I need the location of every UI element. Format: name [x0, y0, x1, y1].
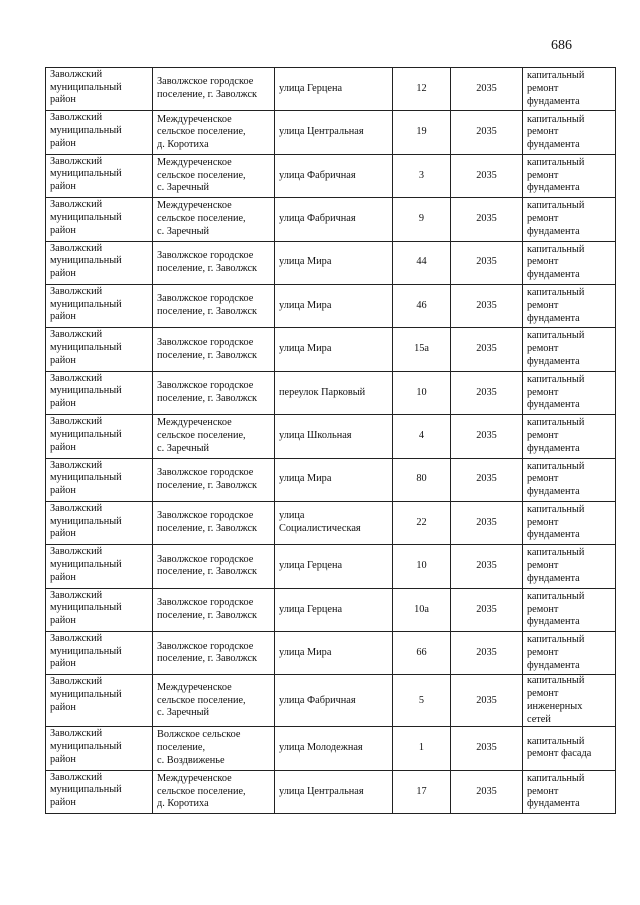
- work-type-text: ремонт: [527, 256, 559, 268]
- street-text: улица Мира: [279, 343, 332, 355]
- settlement-text: с. Заречный: [157, 442, 210, 454]
- table-row: [46, 458, 616, 501]
- work-type-cell: [523, 68, 616, 111]
- district-text: муниципальный: [50, 298, 122, 310]
- district-text: район: [50, 441, 76, 453]
- settlement-text: поселение, г. Заволжск: [157, 566, 258, 578]
- street-cell: [275, 241, 393, 284]
- settlement-text: Междуреченское: [157, 113, 232, 125]
- street-cell: [275, 545, 393, 588]
- work-type-cell: [523, 458, 616, 501]
- year-cell: 2035: [451, 68, 523, 111]
- house-number-cell: 17: [393, 770, 451, 813]
- work-type-text: ремонт: [527, 82, 559, 94]
- work-type-text: капитальный: [527, 735, 585, 747]
- work-type-text: капитальный: [527, 113, 585, 125]
- street-cell: [275, 727, 393, 770]
- house-number-cell: 22: [393, 501, 451, 544]
- house-number-cell: 46: [393, 284, 451, 327]
- settlement-cell: [153, 675, 275, 727]
- table-row: [46, 415, 616, 458]
- settlement-cell: [153, 727, 275, 770]
- table-row: [46, 588, 616, 631]
- district-text: район: [50, 797, 76, 809]
- work-type-text: ремонт: [527, 299, 559, 311]
- district-text: муниципальный: [50, 211, 122, 223]
- work-type-text: фундамента: [527, 355, 580, 367]
- street-cell: [275, 458, 393, 501]
- district-text: Заволжский: [50, 285, 103, 297]
- street-text: улица Центральная: [279, 126, 364, 138]
- work-type-cell: [523, 328, 616, 371]
- settlement-text: сельское поселение,: [157, 694, 246, 706]
- work-type-text: ремонт: [527, 560, 559, 572]
- district-text: Заволжский: [50, 69, 103, 80]
- district-text: Заволжский: [50, 589, 103, 601]
- work-type-text: капитальный: [527, 460, 585, 472]
- work-type-text: ремонт фасада: [527, 748, 592, 760]
- year-cell: 2035: [451, 198, 523, 241]
- work-type-text: инженерных: [527, 700, 583, 712]
- street-text: улица Мира: [279, 299, 332, 311]
- work-type-text: капитальный: [527, 634, 585, 646]
- work-type-text: фундамента: [527, 138, 580, 150]
- work-type-text: капитальный: [527, 504, 585, 516]
- district-text: район: [50, 753, 76, 765]
- district-cell: [46, 241, 153, 284]
- settlement-text: поселение,: [157, 742, 206, 754]
- page-number: 686: [551, 38, 572, 53]
- work-type-cell: [523, 415, 616, 458]
- work-type-text: ремонт: [527, 473, 559, 485]
- street-text: Социалистическая: [279, 523, 361, 535]
- work-type-text: капитальный: [527, 590, 585, 602]
- street-text: улица Мира: [279, 473, 332, 485]
- settlement-text: поселение, г. Заволжск: [157, 653, 258, 665]
- settlement-text: поселение, г. Заволжск: [157, 479, 258, 491]
- work-type-text: капитальный: [527, 373, 585, 385]
- work-type-text: фундамента: [527, 225, 580, 237]
- year-cell: 2035: [451, 415, 523, 458]
- district-cell: [46, 415, 153, 458]
- street-cell: [275, 198, 393, 241]
- district-text: район: [50, 571, 76, 583]
- year-cell: 2035: [451, 111, 523, 154]
- district-text: район: [50, 267, 76, 279]
- settlement-text: с. Заречный: [157, 182, 210, 194]
- district-text: район: [50, 701, 76, 713]
- district-text: муниципальный: [50, 740, 122, 752]
- house-number-cell: 15а: [393, 328, 451, 371]
- street-text: улица Фабричная: [279, 169, 356, 181]
- street-text: улица Мира: [279, 646, 332, 658]
- district-text: район: [50, 658, 76, 670]
- work-type-cell: [523, 284, 616, 327]
- settlement-text: д. Коротиха: [157, 798, 209, 810]
- house-number-cell: 19: [393, 111, 451, 154]
- settlement-text: поселение, г. Заволжск: [157, 523, 258, 535]
- table-row: [46, 154, 616, 197]
- work-type-cell: [523, 770, 616, 813]
- work-type-text: капитальный: [527, 287, 585, 299]
- district-text: муниципальный: [50, 602, 122, 614]
- work-type-cell: [523, 545, 616, 588]
- street-cell: [275, 328, 393, 371]
- settlement-text: Междуреченское: [157, 772, 232, 784]
- street-cell: [275, 501, 393, 544]
- table-row: [46, 371, 616, 414]
- district-text: Заволжский: [50, 771, 103, 783]
- settlement-cell: [153, 501, 275, 544]
- settlement-text: сельское поселение,: [157, 169, 246, 181]
- table-row: [46, 727, 616, 770]
- district-text: район: [50, 484, 76, 496]
- work-type-text: ремонт: [527, 688, 559, 700]
- settlement-text: поселение, г. Заволжск: [157, 262, 258, 274]
- settlement-cell: [153, 284, 275, 327]
- settlement-cell: [153, 68, 275, 111]
- street-cell: [275, 675, 393, 727]
- work-type-cell: [523, 371, 616, 414]
- settlement-text: Заволжское городское: [157, 336, 254, 348]
- work-type-text: ремонт: [527, 126, 559, 138]
- work-type-text: фундамента: [527, 442, 580, 454]
- district-cell: [46, 284, 153, 327]
- table-row: [46, 632, 616, 675]
- work-type-text: ремонт: [527, 343, 559, 355]
- settlement-cell: [153, 770, 275, 813]
- work-type-text: ремонт: [527, 429, 559, 441]
- settlement-text: сельское поселение,: [157, 213, 246, 225]
- work-type-text: ремонт: [527, 785, 559, 797]
- district-text: Заволжский: [50, 112, 103, 124]
- settlement-text: Заволжское городское: [157, 640, 254, 652]
- work-type-text: капитальный: [527, 243, 585, 255]
- district-cell: [46, 68, 153, 111]
- year-cell: 2035: [451, 770, 523, 813]
- settlement-cell: [153, 328, 275, 371]
- settlement-text: Заволжское городское: [157, 250, 254, 262]
- settlement-text: поселение, г. Заволжск: [157, 89, 258, 101]
- work-type-text: ремонт: [527, 646, 559, 658]
- street-text: улица Мира: [279, 256, 332, 268]
- year-cell: 2035: [451, 545, 523, 588]
- district-text: район: [50, 181, 76, 193]
- repair-table: [45, 67, 616, 814]
- street-cell: [275, 371, 393, 414]
- district-text: Заволжский: [50, 155, 103, 167]
- settlement-text: Заволжское городское: [157, 597, 254, 609]
- year-cell: 2035: [451, 675, 523, 727]
- year-cell: 2035: [451, 727, 523, 770]
- work-type-text: фундамента: [527, 486, 580, 498]
- settlement-text: с. Воздвиженье: [157, 754, 225, 766]
- district-cell: [46, 727, 153, 770]
- work-type-text: сетей: [527, 713, 551, 725]
- work-type-cell: [523, 588, 616, 631]
- settlement-text: Междуреченское: [157, 417, 232, 429]
- street-text: улица Фабричная: [279, 694, 356, 706]
- work-type-cell: [523, 675, 616, 727]
- settlement-cell: [153, 632, 275, 675]
- street-cell: [275, 588, 393, 631]
- year-cell: 2035: [451, 284, 523, 327]
- year-cell: 2035: [451, 371, 523, 414]
- settlement-text: поселение, г. Заволжск: [157, 609, 258, 621]
- district-text: Заволжский: [50, 502, 103, 514]
- house-number-cell: 1: [393, 727, 451, 770]
- work-type-text: фундамента: [527, 269, 580, 281]
- district-cell: [46, 675, 153, 727]
- settlement-cell: [153, 241, 275, 284]
- settlement-text: поселение, г. Заволжск: [157, 306, 258, 318]
- street-text: улица Герцена: [279, 82, 343, 94]
- work-type-text: фундамента: [527, 659, 580, 671]
- district-text: муниципальный: [50, 472, 122, 484]
- district-cell: [46, 501, 153, 544]
- district-text: Заволжский: [50, 242, 103, 254]
- district-text: район: [50, 398, 76, 410]
- settlement-text: с. Заречный: [157, 707, 210, 719]
- work-type-text: фундамента: [527, 616, 580, 628]
- settlement-text: Заволжское городское: [157, 380, 254, 392]
- district-text: Заволжский: [50, 633, 103, 645]
- settlement-cell: [153, 111, 275, 154]
- settlement-text: Междуреченское: [157, 156, 232, 168]
- work-type-text: капитальный: [527, 675, 585, 687]
- settlement-text: Волжское сельское: [157, 729, 241, 741]
- district-cell: [46, 770, 153, 813]
- district-text: Заволжский: [50, 329, 103, 341]
- table-body: [46, 68, 616, 814]
- work-type-text: ремонт: [527, 169, 559, 181]
- street-cell: [275, 111, 393, 154]
- district-cell: [46, 545, 153, 588]
- district-cell: [46, 458, 153, 501]
- settlement-text: д. Коротиха: [157, 138, 209, 150]
- settlement-cell: [153, 371, 275, 414]
- year-cell: 2035: [451, 632, 523, 675]
- street-text: улица Центральная: [279, 785, 364, 797]
- house-number-cell: 66: [393, 632, 451, 675]
- settlement-cell: [153, 154, 275, 197]
- settlement-text: Заволжское городское: [157, 467, 254, 478]
- district-text: район: [50, 224, 76, 236]
- house-number-cell: 10а: [393, 588, 451, 631]
- work-type-cell: [523, 632, 616, 675]
- work-type-cell: [523, 727, 616, 770]
- year-cell: 2035: [451, 458, 523, 501]
- table-row: [46, 770, 616, 813]
- district-text: район: [50, 528, 76, 540]
- street-cell: [275, 415, 393, 458]
- work-type-text: фундамента: [527, 182, 580, 194]
- house-number-cell: 10: [393, 545, 451, 588]
- district-cell: [46, 588, 153, 631]
- district-text: район: [50, 137, 76, 149]
- street-text: улица Молодежная: [279, 742, 363, 754]
- work-type-text: ремонт: [527, 386, 559, 398]
- district-text: Заволжский: [50, 199, 103, 211]
- settlement-text: Заволжское городское: [157, 553, 254, 565]
- settlement-cell: [153, 545, 275, 588]
- district-text: Заволжский: [50, 546, 103, 558]
- work-type-text: капитальный: [527, 70, 585, 82]
- settlement-text: Заволжское городское: [157, 76, 254, 88]
- district-text: Заволжский: [50, 372, 103, 384]
- year-cell: 2035: [451, 328, 523, 371]
- work-type-text: ремонт: [527, 516, 559, 528]
- settlement-text: Междуреченское: [157, 200, 232, 212]
- district-text: муниципальный: [50, 81, 122, 93]
- work-type-cell: [523, 198, 616, 241]
- work-type-text: капитальный: [527, 330, 585, 342]
- street-text: улица Герцена: [279, 560, 343, 572]
- district-text: муниципальный: [50, 515, 122, 527]
- district-text: Заволжский: [50, 459, 103, 471]
- work-type-cell: [523, 111, 616, 154]
- table-row: [46, 284, 616, 327]
- table-row: [46, 501, 616, 544]
- district-text: муниципальный: [50, 385, 122, 397]
- street-text: улица: [279, 510, 305, 522]
- district-text: муниципальный: [50, 784, 122, 796]
- district-text: район: [50, 615, 76, 627]
- work-type-text: фундамента: [527, 572, 580, 584]
- settlement-text: Заволжское городское: [157, 510, 254, 522]
- district-text: район: [50, 354, 76, 366]
- district-text: район: [50, 94, 76, 106]
- street-text: улица Школьная: [279, 429, 352, 441]
- district-text: Заволжский: [50, 728, 103, 740]
- house-number-cell: 10: [393, 371, 451, 414]
- district-cell: [46, 111, 153, 154]
- settlement-text: Междуреченское: [157, 681, 232, 693]
- work-type-cell: [523, 154, 616, 197]
- settlement-text: поселение, г. Заволжск: [157, 349, 258, 361]
- district-text: муниципальный: [50, 168, 122, 180]
- district-text: муниципальный: [50, 689, 122, 701]
- settlement-cell: [153, 415, 275, 458]
- district-cell: [46, 154, 153, 197]
- table-row: [46, 198, 616, 241]
- district-text: муниципальный: [50, 645, 122, 657]
- work-type-text: ремонт: [527, 603, 559, 615]
- street-text: переулок Парковый: [279, 386, 366, 398]
- work-type-text: фундамента: [527, 95, 580, 107]
- work-type-cell: [523, 241, 616, 284]
- work-type-text: капитальный: [527, 772, 585, 784]
- district-cell: [46, 198, 153, 241]
- house-number-cell: 80: [393, 458, 451, 501]
- settlement-text: сельское поселение,: [157, 429, 246, 441]
- work-type-text: капитальный: [527, 156, 585, 168]
- year-cell: 2035: [451, 501, 523, 544]
- street-cell: [275, 154, 393, 197]
- district-text: муниципальный: [50, 559, 122, 570]
- year-cell: 2035: [451, 588, 523, 631]
- district-text: район: [50, 311, 76, 323]
- work-type-text: фундамента: [527, 399, 580, 411]
- work-type-text: капитальный: [527, 547, 585, 559]
- settlement-cell: [153, 458, 275, 501]
- table-row: [46, 68, 616, 111]
- district-cell: [46, 371, 153, 414]
- settlement-cell: [153, 588, 275, 631]
- settlement-cell: [153, 198, 275, 241]
- street-cell: [275, 770, 393, 813]
- street-cell: [275, 632, 393, 675]
- work-type-text: фундамента: [527, 312, 580, 324]
- district-text: Заволжский: [50, 676, 103, 688]
- house-number-cell: 5: [393, 675, 451, 727]
- district-text: муниципальный: [50, 428, 122, 440]
- settlement-text: Заволжское городское: [157, 293, 254, 305]
- street-text: улица Фабричная: [279, 213, 356, 225]
- street-cell: [275, 284, 393, 327]
- settlement-text: сельское поселение,: [157, 126, 246, 138]
- district-cell: [46, 632, 153, 675]
- house-number-cell: 9: [393, 198, 451, 241]
- settlement-text: с. Заречный: [157, 225, 210, 237]
- district-text: Заволжский: [50, 416, 103, 428]
- work-type-text: фундамента: [527, 798, 580, 810]
- settlement-text: сельское поселение,: [157, 785, 246, 797]
- work-type-text: капитальный: [527, 417, 585, 429]
- work-type-text: капитальный: [527, 200, 585, 212]
- street-cell: [275, 68, 393, 111]
- work-type-cell: [523, 501, 616, 544]
- district-text: муниципальный: [50, 342, 122, 354]
- house-number-cell: 12: [393, 68, 451, 111]
- house-number-cell: 4: [393, 415, 451, 458]
- district-cell: [46, 328, 153, 371]
- table-row: [46, 675, 616, 727]
- district-text: муниципальный: [50, 125, 122, 137]
- district-text: муниципальный: [50, 255, 122, 267]
- year-cell: 2035: [451, 154, 523, 197]
- work-type-text: фундамента: [527, 529, 580, 541]
- house-number-cell: 44: [393, 241, 451, 284]
- year-cell: 2035: [451, 241, 523, 284]
- settlement-text: поселение, г. Заволжск: [157, 392, 258, 404]
- table-row: [46, 111, 616, 154]
- work-type-text: ремонт: [527, 213, 559, 225]
- house-number-cell: 3: [393, 154, 451, 197]
- table-row: [46, 328, 616, 371]
- table-row: [46, 545, 616, 588]
- table-row: [46, 241, 616, 284]
- street-text: улица Герцена: [279, 603, 343, 615]
